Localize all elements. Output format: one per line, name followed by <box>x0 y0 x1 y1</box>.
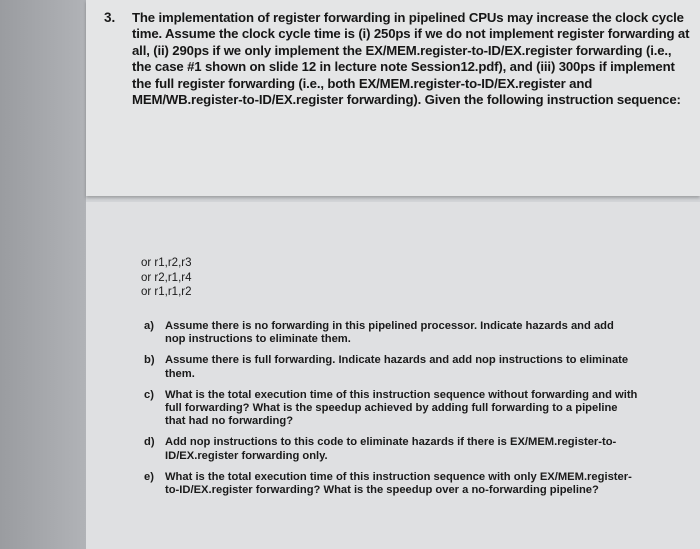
subquestion-line: Assume there is no forwarding in this pipelined processor. Indicate hazards and add <box>165 320 614 332</box>
subquestion-line: Add nop instructions to this code to eliminate hazards if there is EX/MEM.register-to- <box>165 436 617 449</box>
intro-line: The implementation of register forwarding in pipelined CPUs may increase the clock cycle <box>132 10 684 25</box>
subquestion-marker: a) <box>144 320 154 332</box>
subquestion-line: full forwarding? What is the speedup achieved by adding full forwarding to a pipeline <box>165 402 618 415</box>
subquestion-line: Assume there is full forwarding. Indicate hazards and add nop instructions to eliminate <box>165 354 629 367</box>
subquestion-marker: c) <box>144 388 154 401</box>
subquestion-e <box>144 471 654 497</box>
subquestion-line: nop instructions to eliminate them. <box>165 333 351 346</box>
intro-line: MEM/WB.register-to-ID/EX.register forwarding). Given the following instruction sequence: <box>132 92 681 108</box>
intro-line: time. Assume the clock cycle time is (i) 250ps if we do not implement register forwarding at <box>132 26 690 42</box>
intro-line: the full register forwarding (i.e., both EX/MEM.register-to-ID/EX.register and <box>132 75 593 91</box>
question-number: 3. <box>104 10 116 25</box>
subquestion-a <box>144 320 654 346</box>
subquestion-line: to-ID/EX.register forwarding? What is the speedup over a no-forwarding pipeline? <box>165 484 599 497</box>
question-intro <box>132 10 690 108</box>
subquestion-line: that had no forwarding? <box>165 415 294 428</box>
subquestion-line: What is the total execution time of this instruction sequence without forwarding and with <box>165 388 638 401</box>
instruction-sequence <box>141 256 192 300</box>
subquestion-line: ID/EX.register forwarding only. <box>165 449 328 462</box>
subquestion-marker: b) <box>144 354 155 367</box>
subquestion-marker: e) <box>144 470 154 483</box>
intro-line: the case #1 shown on slide 12 in lecture note Session12.pdf), and (iii) 300ps if implement <box>132 59 675 75</box>
subquestion-line: them. <box>165 367 195 380</box>
subquestion-line: What is the total execution time of this instruction sequence with only EX/MEM.register- <box>165 470 632 483</box>
intro-line: all, (ii) 290ps if we only implement the EX/MEM.register-to-ID/EX.register forwarding (i.e., <box>132 42 672 58</box>
subquestion-marker: d) <box>144 436 155 449</box>
subquestion-d <box>144 436 654 462</box>
code-line: or r1,r1,r2 <box>141 286 192 299</box>
code-line: or r2,r1,r4 <box>141 271 192 284</box>
subquestion-c <box>144 389 654 429</box>
subquestion-list <box>144 320 654 505</box>
code-line: or r1,r2,r3 <box>141 257 192 269</box>
subquestion-b <box>144 354 654 380</box>
left-margin-shadow <box>0 0 86 549</box>
